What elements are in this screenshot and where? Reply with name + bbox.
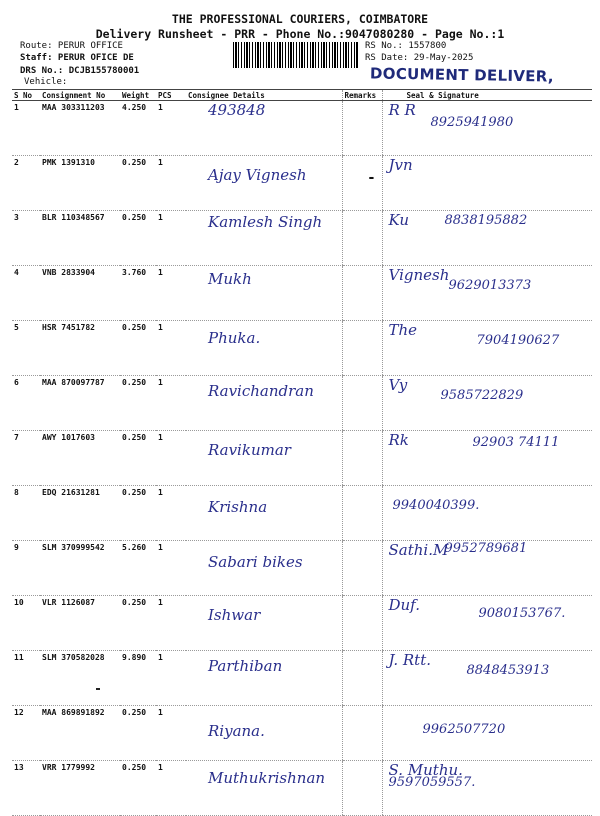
row-remarks	[342, 651, 382, 706]
consignee-handwriting: Ravichandran	[208, 382, 314, 400]
row-pcs: 1	[156, 156, 186, 211]
signature-scribble: Rk	[388, 431, 409, 449]
row-consignment-no: VRR 1779992	[40, 761, 120, 816]
table-row	[12, 761, 592, 816]
col-consignment: Consignment No	[40, 90, 120, 101]
row-remarks	[342, 486, 382, 541]
row-remarks	[342, 541, 382, 596]
row-consignee-cell	[186, 211, 342, 266]
signature-scribble: R R	[388, 101, 416, 119]
table-row	[12, 376, 592, 431]
table-header-row	[12, 90, 592, 101]
col-remarks: Remarks	[342, 90, 382, 101]
row-sno: 3	[12, 211, 40, 266]
receiver-phone: 9952789681	[444, 541, 528, 556]
receiver-phone: 9962507720	[422, 722, 506, 737]
row-signature-cell	[382, 706, 592, 761]
row-sno: 10	[12, 596, 40, 651]
col-seal-signature: Seal & Signature	[382, 90, 592, 101]
row-pcs: 1	[156, 651, 186, 706]
row-consignee-cell	[186, 651, 342, 706]
row-signature-cell	[382, 321, 592, 376]
vehicle-label: Vehicle:	[24, 77, 68, 87]
row-remarks	[342, 761, 382, 816]
row-weight: 0.250	[120, 486, 156, 541]
row-signature-cell	[382, 376, 592, 431]
row-consignee-cell	[186, 761, 342, 816]
row-signature-cell	[382, 431, 592, 486]
row-remarks	[342, 376, 382, 431]
signature-scribble: The	[388, 321, 418, 339]
runsheet-subtitle: Delivery Runsheet - PRR - Phone No.:9047080280 - Page No.:1	[95, 27, 505, 41]
row-consignment-no: VNB 2833904	[40, 266, 120, 321]
table-row	[12, 266, 592, 321]
row-pcs: 1	[156, 376, 186, 431]
consignee-handwriting: Ajay Vignesh	[208, 166, 307, 184]
receiver-phone: 9597059557.	[388, 775, 476, 790]
table-row	[12, 431, 592, 486]
row-signature-cell	[382, 101, 592, 156]
row-signature-cell	[382, 761, 592, 816]
row-weight: 0.250	[120, 596, 156, 651]
row-consignee-cell	[186, 156, 342, 211]
receiver-phone: 8838195882	[444, 213, 528, 228]
document-delivered-stamp: DOCUMENT DELIVER,	[369, 64, 555, 86]
row-consignment-no: AWY 1017603	[40, 431, 120, 486]
row-consignment-no: MAA 870097787	[40, 376, 120, 431]
row-remarks	[342, 266, 382, 321]
table-row	[12, 321, 592, 376]
row-signature-cell	[382, 156, 592, 211]
rs-date: RS Date: 29-May-2025	[365, 53, 474, 63]
row-consignment-no: MAA 303311203	[40, 101, 120, 156]
row-pcs: 1	[156, 101, 186, 156]
row-pcs: 1	[156, 596, 186, 651]
row-pcs: 1	[156, 486, 186, 541]
row-remarks: -	[342, 156, 382, 211]
row-signature-cell	[382, 266, 592, 321]
receiver-phone: 8925941980	[430, 115, 514, 130]
signature-scribble: Sathi.M	[388, 541, 449, 559]
signature-scribble: Duf.	[388, 596, 420, 614]
route-label: Route: PERUR OFFICE	[20, 41, 123, 51]
row-weight: 0.250	[120, 156, 156, 211]
col-sno: S No	[12, 90, 40, 101]
receiver-phone: 8848453913	[466, 663, 550, 678]
row-sno: 5	[12, 321, 40, 376]
row-consignment-no: PMK 1391310	[40, 156, 120, 211]
row-sno: 8	[12, 486, 40, 541]
signature-scribble: S. Muthu.	[388, 761, 463, 779]
row-sno: 7	[12, 431, 40, 486]
receiver-phone: 92903 74111	[472, 435, 560, 450]
signature-scribble: Vignesh	[388, 266, 450, 284]
row-consignee-cell	[186, 101, 342, 156]
row-sno: 2	[12, 156, 40, 211]
consignee-handwriting: Muthukrishnan	[208, 769, 326, 787]
table-row	[12, 211, 592, 266]
staff-label: Staff: PERUR OFICE DE	[20, 53, 134, 63]
drs-number: DRS No.: DCJB155780001	[20, 66, 140, 76]
consignee-handwriting: Riyana.	[208, 722, 265, 740]
row-consignment-no: BLR 110348567	[40, 211, 120, 266]
rs-number: RS No.: 1557800	[365, 41, 447, 51]
table-row	[12, 486, 592, 541]
row-consignment-no: SLM 370999542	[40, 541, 120, 596]
row-consignee-cell	[186, 706, 342, 761]
row-consignment-no: MAA 869891892	[40, 706, 120, 761]
row-consignee-cell	[186, 321, 342, 376]
consignee-handwriting: Sabari bikes	[208, 553, 303, 571]
row-sno: 12	[12, 706, 40, 761]
row-sno: 1	[12, 101, 40, 156]
row-signature-cell	[382, 486, 592, 541]
row-consignment-no: SLM 370582028	[40, 651, 120, 706]
row-signature-cell	[382, 651, 592, 706]
row-signature-cell	[382, 596, 592, 651]
row-remarks	[342, 706, 382, 761]
row-weight: 0.250	[120, 431, 156, 486]
receiver-phone: 9585722829	[440, 388, 524, 403]
consignee-handwriting: Parthiban	[208, 657, 283, 675]
row-consignee-cell	[186, 266, 342, 321]
signature-scribble: Jvn	[388, 156, 413, 174]
row-pcs: 1	[156, 211, 186, 266]
runsheet-title: THE PROFESSIONAL COURIERS, COIMBATORE	[171, 12, 429, 26]
col-pcs: PCS	[156, 90, 186, 101]
row-sno: 13	[12, 761, 40, 816]
consignee-handwriting: Mukh	[208, 270, 252, 288]
row-remarks	[342, 211, 382, 266]
receiver-phone: 9940040399.	[392, 498, 480, 513]
col-weight: Weight	[120, 90, 156, 101]
row-remarks	[342, 101, 382, 156]
row-weight: 9.890	[120, 651, 156, 706]
signature-scribble: Vy	[388, 376, 408, 394]
stray-mark	[96, 688, 100, 690]
consignee-handwriting: Ishwar	[208, 606, 261, 624]
row-consignee-cell	[186, 541, 342, 596]
row-remarks	[342, 596, 382, 651]
table-row	[12, 156, 592, 211]
table-row	[12, 541, 592, 596]
table-row	[12, 651, 592, 706]
row-remarks	[342, 431, 382, 486]
consignee-handwriting: Phuka.	[208, 329, 261, 347]
row-pcs: 1	[156, 541, 186, 596]
row-signature-cell	[382, 211, 592, 266]
signature-scribble: J. Rtt.	[388, 651, 432, 669]
receiver-phone: 7904190627	[476, 333, 560, 348]
barcode-image	[233, 42, 358, 68]
row-weight: 0.250	[120, 376, 156, 431]
row-pcs: 1	[156, 706, 186, 761]
table-row	[12, 706, 592, 761]
consignee-handwriting: 493848	[208, 101, 266, 119]
row-sno: 6	[12, 376, 40, 431]
row-remarks	[342, 321, 382, 376]
consignee-handwriting: Krishna	[208, 498, 268, 516]
consignee-handwriting: Kamlesh Singh	[208, 213, 323, 231]
row-pcs: 1	[156, 431, 186, 486]
table-row	[12, 101, 592, 156]
row-sno: 4	[12, 266, 40, 321]
row-weight: 0.250	[120, 321, 156, 376]
row-consignee-cell	[186, 376, 342, 431]
row-weight: 5.260	[120, 541, 156, 596]
row-consignee-cell	[186, 431, 342, 486]
row-consignment-no: VLR 1126087	[40, 596, 120, 651]
table-row	[12, 596, 592, 651]
row-pcs: 1	[156, 761, 186, 816]
row-pcs: 1	[156, 266, 186, 321]
col-consignee: Consignee Details	[186, 90, 342, 101]
receiver-phone: 9080153767.	[478, 606, 566, 621]
consignee-handwriting: Ravikumar	[208, 441, 291, 459]
row-consignee-cell	[186, 596, 342, 651]
row-weight: 4.250	[120, 101, 156, 156]
receiver-phone: 9629013373	[448, 278, 532, 293]
row-sno: 9	[12, 541, 40, 596]
row-weight: 0.250	[120, 761, 156, 816]
runsheet-table	[12, 89, 592, 816]
row-pcs: 1	[156, 321, 186, 376]
row-weight: 3.760	[120, 266, 156, 321]
row-consignment-no: HSR 7451782	[40, 321, 120, 376]
row-consignee-cell	[186, 486, 342, 541]
signature-scribble: Ku	[388, 211, 410, 229]
row-weight: 0.250	[120, 706, 156, 761]
row-weight: 0.250	[120, 211, 156, 266]
row-consignment-no: EDQ 21631281	[40, 486, 120, 541]
row-signature-cell	[382, 541, 592, 596]
row-sno: 11	[12, 651, 40, 706]
